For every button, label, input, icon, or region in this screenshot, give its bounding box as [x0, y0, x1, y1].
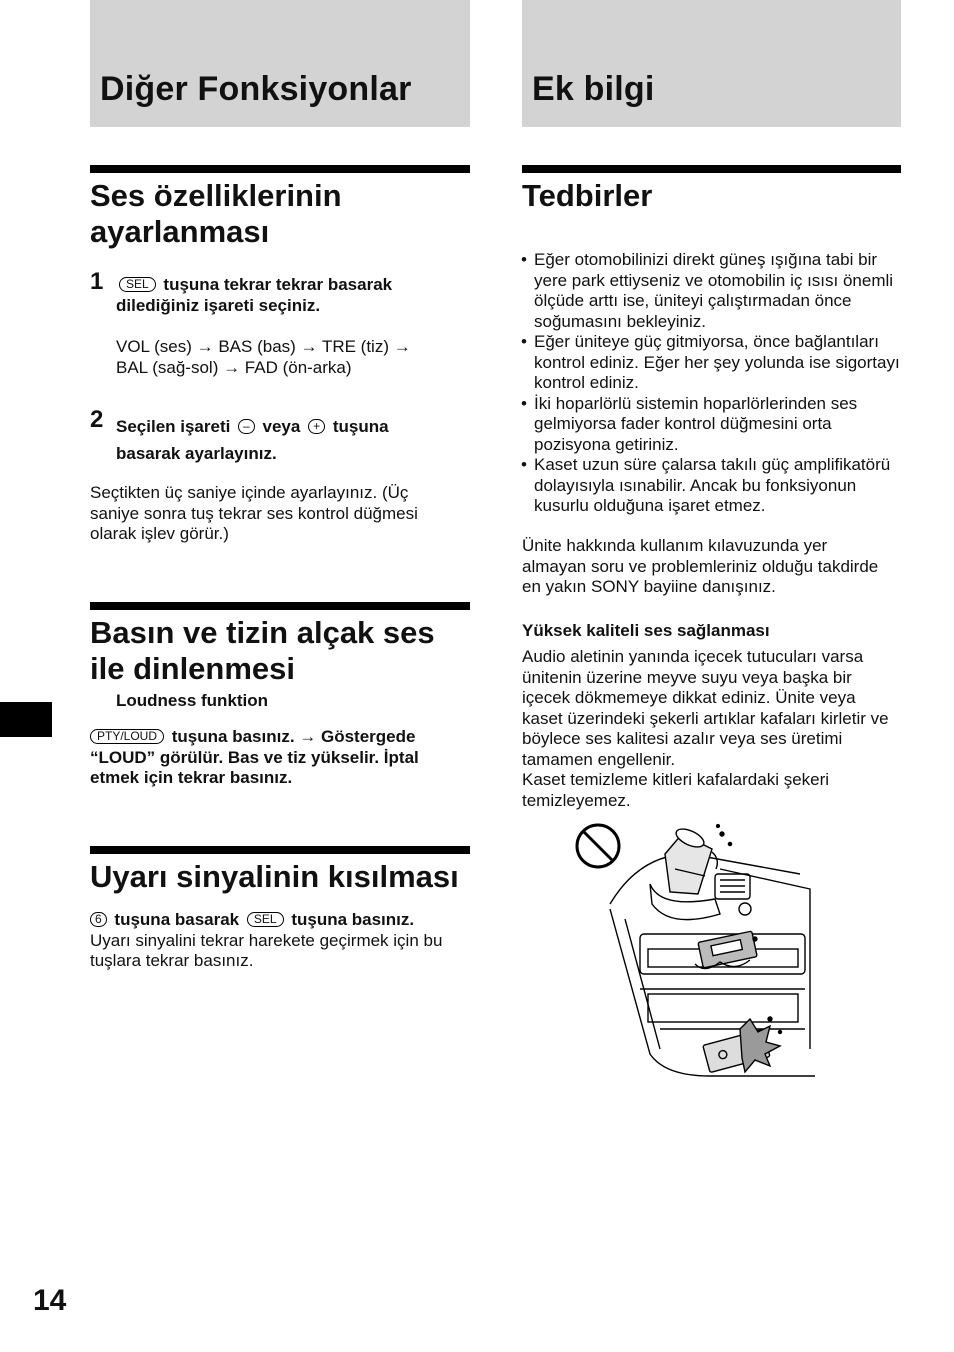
ses-note: Seçtikten üç saniye içinde ayarlayınız. (Üç saniye sonra tuş tekrar ses kontrol düğmesi olarak işlev görür.) — [90, 483, 418, 543]
step1-sequence — [116, 337, 461, 378]
spilled-drink-illustration — [570, 814, 820, 1086]
step-number-2: 2 — [90, 406, 104, 433]
section-divider — [90, 846, 470, 854]
step1-text: tuşuna tekrar tekrar basarak dilediğiniz işareti seçiniz. — [116, 275, 393, 315]
step2-text-b: veya — [262, 417, 301, 436]
prohibition-icon — [577, 825, 619, 867]
section-divider — [90, 602, 470, 610]
precautions-list — [521, 250, 903, 517]
loud-instruction — [90, 727, 468, 789]
loud-text: tuşuna basınız. → Göstergede “LOUD” görülür. Bas ve tiz yükselir. İptal etmek için tekrar basınız. — [90, 727, 419, 787]
sequence-line-1: VOL (ses) → BAS (bas) → TRE (tiz) → — [116, 337, 411, 356]
sound-quality-text — [522, 647, 897, 811]
mute-instruction — [90, 910, 470, 972]
list-item: • Kaset uzun süre çalarsa takılı güç amplifikatörü dolayısıyla ısınabilir. Ancak bu fonksiyonun kusurlu olduğuna işaret etmez. — [521, 455, 903, 517]
section-divider — [90, 165, 470, 173]
sel-key: SEL — [247, 912, 284, 927]
mute-text-2: tuşuna basınız. — [291, 910, 415, 929]
list-item: • İki hoparlörlü sistemin hoparlörlerinden ses gelmiyorsa fader kontrol düğmesini orta pozisyona getiriniz. — [521, 394, 903, 456]
section-divider — [522, 165, 901, 173]
mute-text-1: tuşuna basarak — [114, 910, 240, 929]
pty-loud-key: PTY/LOUD — [90, 729, 164, 744]
sound-quality-title: Yüksek kaliteli ses sağlanması — [522, 621, 770, 640]
loudness-subtitle: Loudness funktion — [116, 691, 269, 710]
section-tab-marker — [0, 702, 52, 737]
sel-key: SEL — [119, 277, 156, 292]
sound-quality-para-1: Audio aletinin yanında içecek tutucuları varsa ünitenin üzerine meyve suyu veya başka bir içecek dökmemeye dikkat ediniz. Ünite veya kaset üzerindeki şekerli artıklar kafaları kirletir ve böylece ses kalitesi azalır veya ses üretimi tamamen engellenir. — [522, 647, 889, 769]
section-title-loud: Basın ve tizin alçak ses ile dinlenmesi — [90, 615, 435, 686]
step2-instruction — [116, 413, 446, 467]
sequence-line-2: BAL (sağ-sol) → FAD (ön-arka) — [116, 357, 352, 377]
plus-key: + — [308, 419, 325, 434]
mute-line-1 — [90, 910, 414, 929]
chapter-title-left: Diğer Fonksiyonlar — [100, 70, 412, 108]
dealer-note: Ünite hakkında kullanım kılavuzunda yer almayan soru ve problemleriniz olduğu takdirde en yakın SONY bayiine danışınız. — [522, 536, 879, 596]
key-6: 6 — [90, 912, 107, 927]
list-item: • Eğer otomobilinizi direkt güneş ışığına tabi bir yere park ettiyseniz ve otomobilin iç ısısı önemli ölçüde arttı ise, üniteyi çalıştırmadan önce soğumasını bekleyiniz. — [521, 250, 903, 332]
chapter-title-right: Ek bilgi — [532, 70, 655, 108]
mute-text-3: Uyarı sinyalini tekrar harekete geçirmek için bu tuşlara tekrar basınız. — [90, 930, 443, 970]
list-item: • Eğer üniteye güç gitmiyorsa, önce bağlantıları kontrol ediniz. Eğer her şey yolunda ise sigortayı kontrol ediniz. — [521, 332, 903, 394]
section-title-mute: Uyarı sinyalinin kısılması — [90, 859, 459, 894]
left-banner — [90, 0, 470, 127]
page-number: 14 — [33, 1284, 67, 1317]
section-title-ses: Ses özelliklerinin ayarlanması — [90, 178, 342, 249]
section-title-tedbirler: Tedbirler — [522, 178, 653, 213]
step2-text-c: tuşuna basarak ayarlayınız. — [116, 417, 389, 463]
minus-key: – — [238, 419, 255, 434]
right-banner — [522, 0, 901, 127]
step-number-1: 1 — [90, 268, 104, 295]
step2-text-a: Seçilen işareti — [116, 417, 231, 436]
sound-quality-para-2: Kaset temizleme kitleri kafalardaki şekeri temizleyemez. — [522, 770, 830, 810]
step1-instruction — [116, 275, 456, 316]
